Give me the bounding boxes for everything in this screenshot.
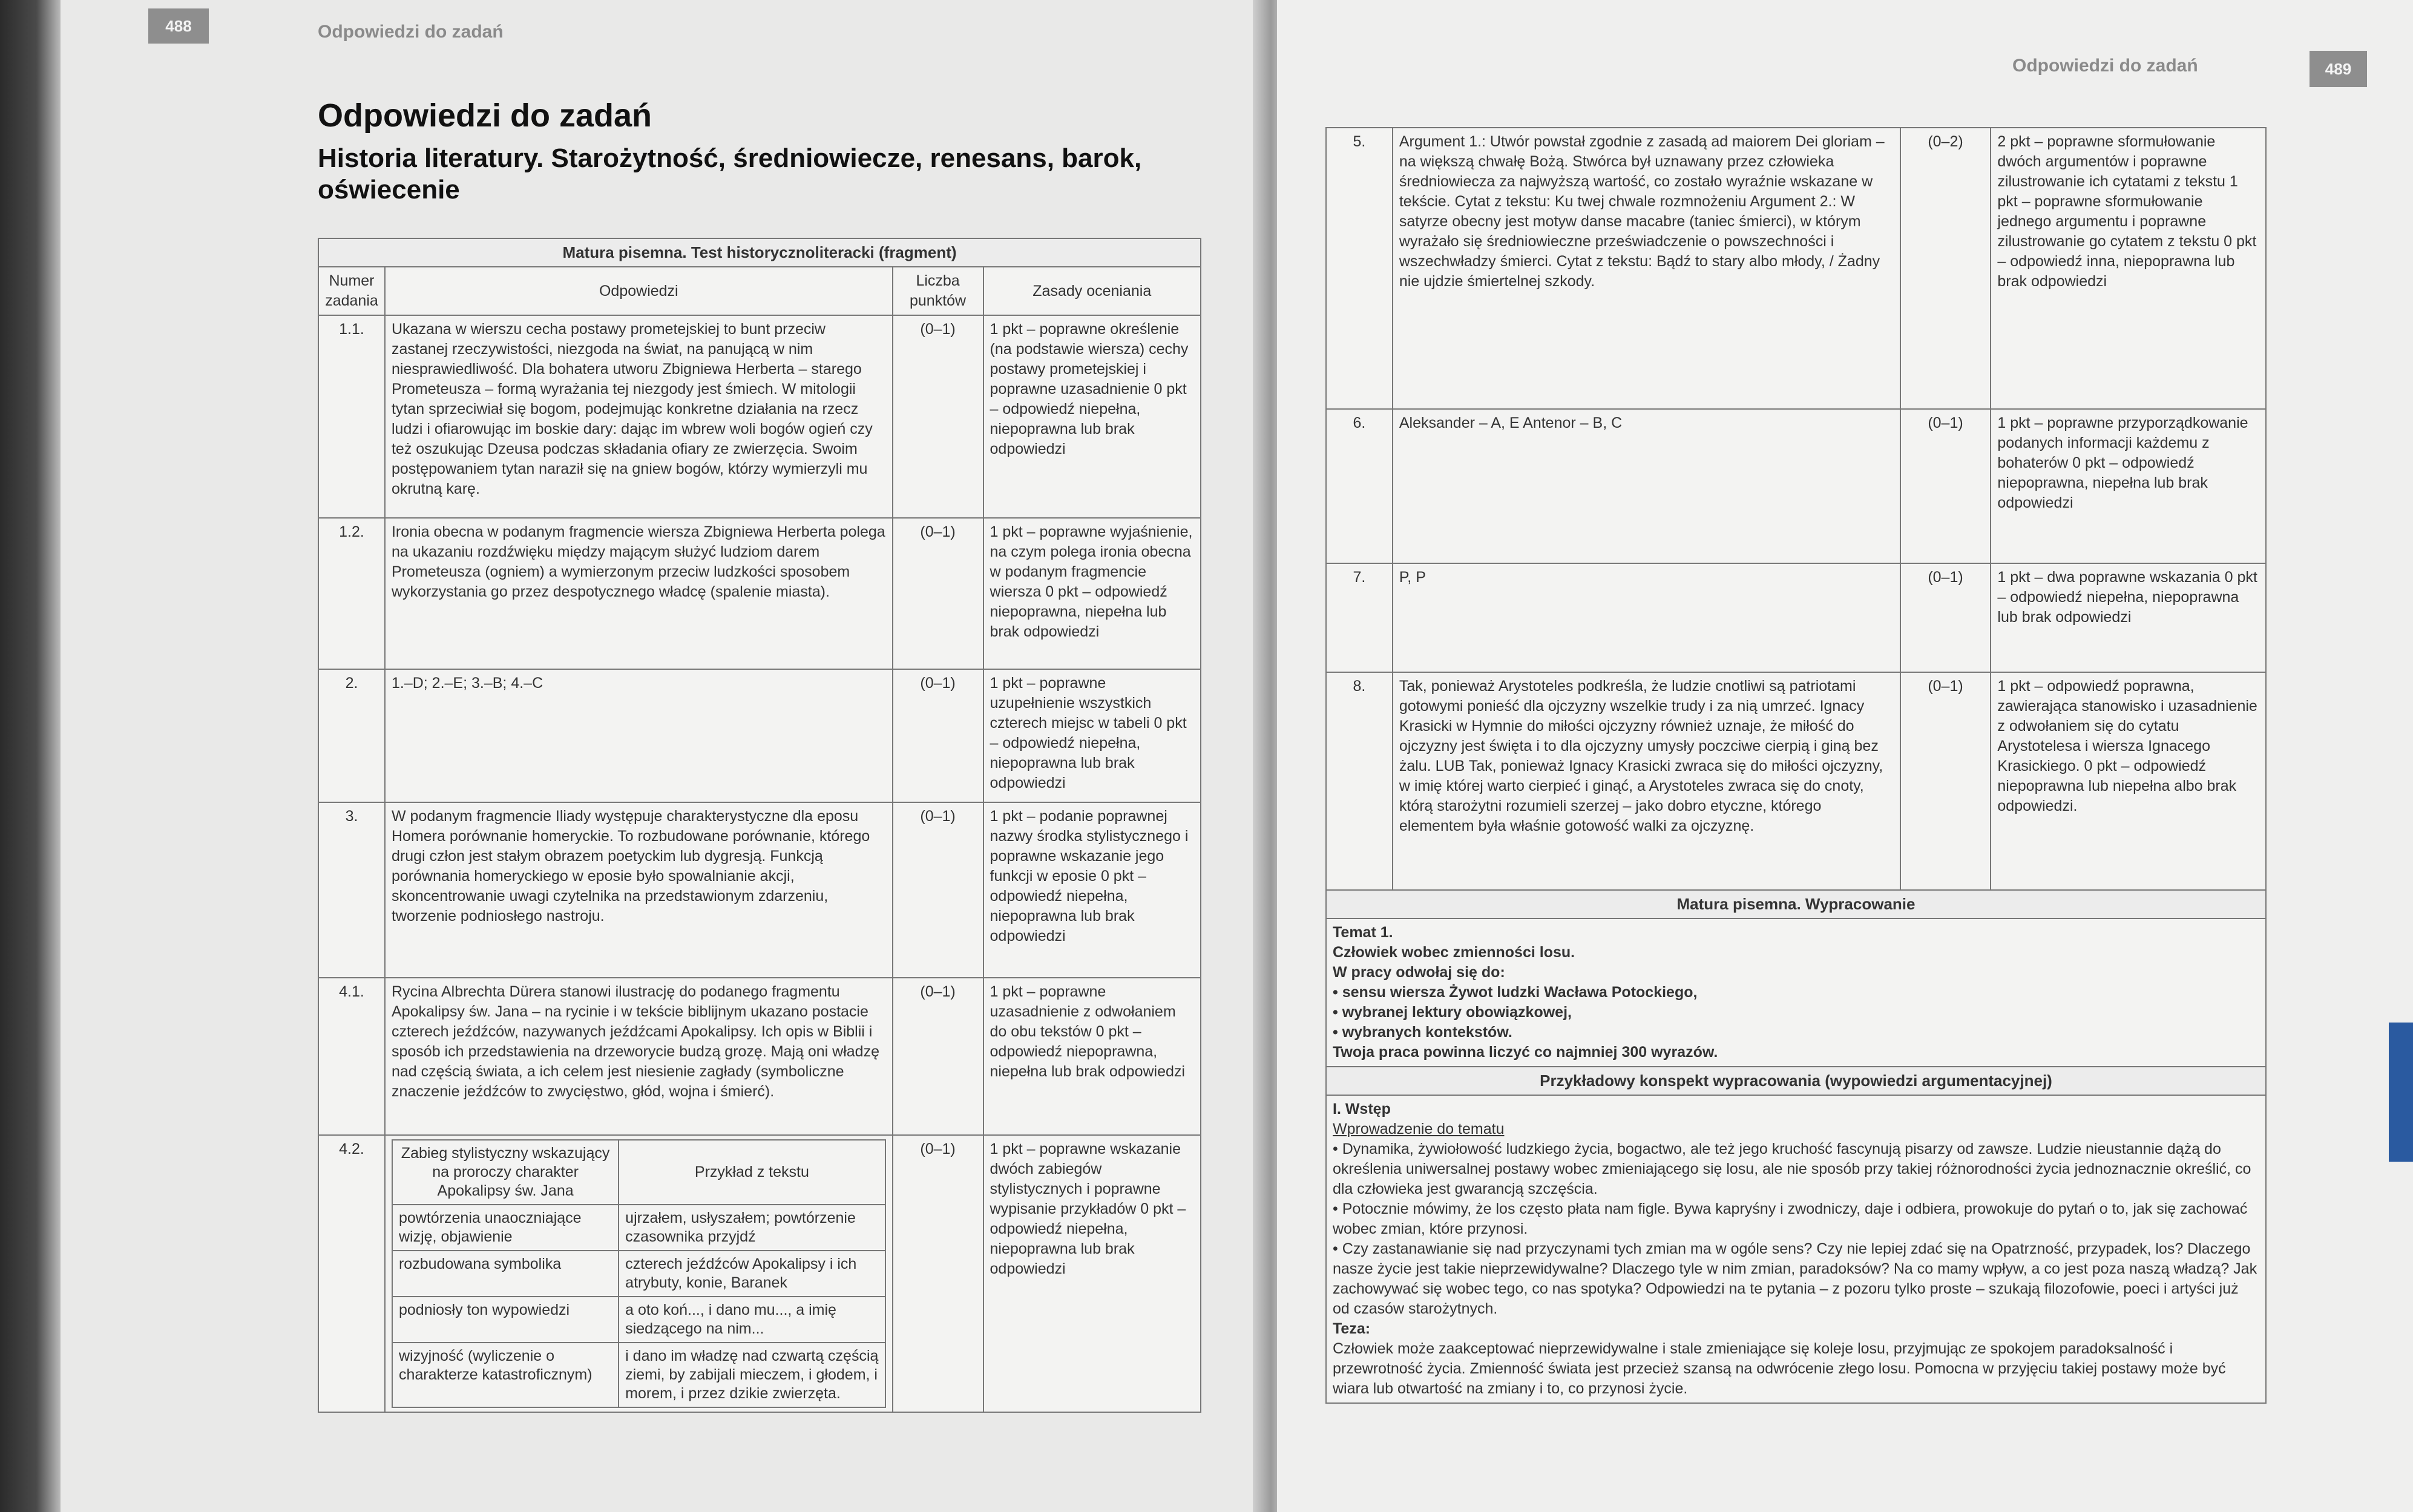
task-number: 1.1. bbox=[318, 315, 385, 518]
inner-device: wizyjność (wyliczenie o charakterze katastroficznym) bbox=[392, 1343, 619, 1407]
table-row bbox=[318, 315, 1201, 518]
task-answer: Ironia obecna w podanym fragmencie wiersza Zbigniewa Herberta polega na ukazaniu rozdźwięku między mającym służyć ludziom darem Prometeusza (ogniem) a wymierzonym przeciw ludzkości sposobem wykorzystania go przez despotycznego władcę (spalenie miasta). bbox=[385, 518, 893, 669]
running-head-right: Odpowiedzi do zadań bbox=[2012, 56, 2198, 76]
topic-line: W pracy odwołaj się do: bbox=[1333, 964, 1505, 981]
inner-row bbox=[392, 1297, 885, 1343]
task-rules: 2 pkt – poprawne sformułowanie dwóch argumentów i poprawne zilustrowanie ich cytatami z tekstu 1 pkt – poprawne sformułowanie jednego argumentu i poprawne zilustrowanie go cytatem z tekstu 0 pkt – odpowiedź inna, niepoprawna lub brak odpowiedzi bbox=[1991, 128, 2266, 409]
topic-line: • wybranej lektury obowiązkowej, bbox=[1333, 1004, 1572, 1021]
task-number: 3. bbox=[318, 802, 385, 978]
outline-line: Wprowadzenie do tematu bbox=[1333, 1121, 1505, 1137]
task-answer-inner bbox=[385, 1135, 893, 1412]
header-points: Liczba punktów bbox=[893, 267, 983, 315]
essay-heading: Matura pisemna. Wypracowanie bbox=[1326, 890, 2266, 918]
task-rules: 1 pkt – dwa poprawne wskazania 0 pkt – odpowiedź niepełna, niepoprawna lub brak odpowiedzi bbox=[1991, 563, 2266, 672]
outline-line: • Potocznie mówimy, że los często płata nam figle. Bywa kapryśny i zwodniczy, daje i odbiera, prowokuje do pytań o to, jak się zachować wobec zmian, które przynosi. bbox=[1333, 1200, 2248, 1237]
task-rules: 1 pkt – poprawne wyjaśnienie, na czym polega ironia obecna w podanym fragmencie wiersza 0 pkt – odpowiedź niepoprawna, niepełna lub brak odpowiedzi bbox=[983, 518, 1201, 669]
table-row bbox=[318, 802, 1201, 978]
task-number: 6. bbox=[1326, 409, 1393, 563]
topic-line: Temat 1. bbox=[1333, 924, 1393, 941]
inner-example: i dano im władzę nad czwartą częścią ziemi, by zabijali mieczem, i głodem, i morem, i przez dzikie zwierzęta. bbox=[619, 1343, 885, 1407]
table-row bbox=[318, 669, 1201, 802]
essay-topic bbox=[1326, 918, 2266, 1067]
task-rules: 1 pkt – poprawne uzasadnienie z odwołaniem do obu tekstów 0 pkt – odpowiedź niepoprawna, niepełna lub brak odpowiedzi bbox=[983, 978, 1201, 1135]
table-row bbox=[318, 518, 1201, 669]
outline-line: • Dynamika, żywiołowość ludzkiego życia, bogactwo, ale też jego kruchość fascynują pisarzy od zawsze. Ludzie nieustannie dążą do określenia uniwersalnej postawy wobec zmieniającego się losu, ale nie sposób przy takiej różnorodności życia jednoznacznie określić, co dla człowieka jest gwarancją szczęścia. bbox=[1333, 1141, 2251, 1197]
page-title: Odpowiedzi do zadań bbox=[318, 97, 652, 134]
outline-line: I. Wstęp bbox=[1333, 1101, 1391, 1118]
task-answer: P, P bbox=[1393, 563, 1900, 672]
task-answer: Aleksander – A, E Antenor – B, C bbox=[1393, 409, 1900, 563]
task-rules: 1 pkt – poprawne wskazanie dwóch zabiegów stylistycznych i poprawne wypisanie przykładów 0 pkt – odpowiedź niepełna, niepoprawna lub brak odpowiedzi bbox=[983, 1135, 1201, 1412]
topic-line: Człowiek wobec zmienności losu. bbox=[1333, 944, 1575, 961]
task-points: (0–1) bbox=[1900, 563, 1991, 672]
task-number: 2. bbox=[318, 669, 385, 802]
table-row bbox=[318, 978, 1201, 1135]
inner-header-example: Przykład z tekstu bbox=[619, 1140, 885, 1205]
task-points: (0–2) bbox=[1900, 128, 1991, 409]
right-page bbox=[1277, 0, 2413, 1512]
inner-device: podniosły ton wypowiedzi bbox=[392, 1297, 619, 1343]
table-row bbox=[1326, 563, 2266, 672]
inner-example: czterech jeźdźców Apokalipsy i ich atrybuty, konie, Baranek bbox=[619, 1251, 885, 1297]
task-points: (0–1) bbox=[1900, 672, 1991, 890]
task-number: 4.1. bbox=[318, 978, 385, 1135]
task-points: (0–1) bbox=[1900, 409, 1991, 563]
table-row bbox=[1326, 672, 2266, 890]
stylistic-devices-table bbox=[392, 1139, 886, 1408]
task-number: 4.2. bbox=[318, 1135, 385, 1412]
topic-line: • wybranych kontekstów. bbox=[1333, 1024, 1512, 1041]
book-edge bbox=[0, 0, 61, 1512]
table-row bbox=[1326, 409, 2266, 563]
task-answer: Argument 1.: Utwór powstał zgodnie z zasadą ad maiorem Dei gloriam – na większą chwałę Bożą. Stwórca był uznawany przez człowieka średniowiecza za najwyższą wartość, co zostało wyraźnie wskazane w tekście. Cytat z tekstu: Ku twej chwale rozmnożeniu Argument 2.: W satyrze obecny jest motyw danse macabre (taniec śmierci), w którym wyrażało się średniowieczne przeświadczenie o powszechności i wszechwładzy śmierci. Cytat z tekstu: Bądź to stary albo młody, / Żadny nie ujdzie śmiertelnej szkody. bbox=[1393, 128, 1900, 409]
task-points: (0–1) bbox=[893, 669, 983, 802]
table-caption: Matura pisemna. Test historycznoliteracki (fragment) bbox=[318, 238, 1201, 267]
task-rules: 1 pkt – podanie poprawnej nazwy środka stylistycznego i poprawne wskazanie jego funkcji w eposie 0 pkt – odpowiedź niepełna, niepoprawna lub brak odpowiedzi bbox=[983, 802, 1201, 978]
task-number: 7. bbox=[1326, 563, 1393, 672]
inner-header-device: Zabieg stylistyczny wskazujący na proroczy charakter Apokalipsy św. Jana bbox=[392, 1140, 619, 1205]
inner-device: rozbudowana symbolika bbox=[392, 1251, 619, 1297]
running-head-left: Odpowiedzi do zadań bbox=[318, 22, 504, 42]
task-rules: 1 pkt – poprawne przyporządkowanie podanych informacji każdemu z bohaterów 0 pkt – odpowiedź niepoprawna, niepełna lub brak odpowiedzi bbox=[1991, 409, 2266, 563]
outline-line: • Czy zastanawianie się nad przyczynami tych zmian ma w ogóle sens? Czy nie lepiej zdać się na Opatrzność, przypadek, los? Dlaczego nasze życie jest takie nieprzewidywalne? Dlaczego tyle w nim zmian, paradoksów? Na co mamy wpływ, a co jest poza naszą władzą? Jak zachowywać się wobec tego, co nas spotyka? Odpowiedzi na te pytania – z pozoru tylko proste – szukają filozofowie, poeci i artyści już od czasów starożytnych. bbox=[1333, 1240, 2257, 1317]
answers-table-left bbox=[318, 238, 1201, 1413]
page-number-left: 488 bbox=[148, 8, 209, 44]
task-points: (0–1) bbox=[893, 802, 983, 978]
page-subtitle: Historia literatury. Starożytność, średniowiecze, renesans, barok, oświecenie bbox=[318, 143, 1142, 205]
task-points: (0–1) bbox=[893, 978, 983, 1135]
inner-example: a oto koń..., i dano mu..., a imię siedzącego na nim... bbox=[619, 1297, 885, 1343]
page-tab-marker bbox=[2389, 1023, 2413, 1162]
task-answer: 1.–D; 2.–E; 3.–B; 4.–C bbox=[385, 669, 893, 802]
topic-line: • sensu wiersza Żywot ludzki Wacława Potockiego, bbox=[1333, 984, 1698, 1001]
outline-line: Człowiek może zaakceptować nieprzewidywalne i stale zmieniające się koleje losu, przyjmując ze spokojem paradoksalność i przewrotność życia. Zmienność świata jest przecież szansą na odwrócenie złego losu. Pomocna w przyjęciu takiej postawy może być wiara lub otwartość na zmiany i to, co przynosi życie. bbox=[1333, 1340, 2226, 1397]
table-row bbox=[1326, 128, 2266, 409]
page-number-right: 489 bbox=[2310, 51, 2367, 87]
header-number: Numer zadania bbox=[318, 267, 385, 315]
topic-line: Twoja praca powinna liczyć co najmniej 300 wyrazów. bbox=[1333, 1044, 1718, 1061]
task-rules: 1 pkt – poprawne określenie (na podstawie wiersza) cechy postawy prometejskiej i poprawne uzasadnienie 0 pkt – odpowiedź niepełna, niepoprawna lub brak odpowiedzi bbox=[983, 315, 1201, 518]
task-number: 8. bbox=[1326, 672, 1393, 890]
table-row bbox=[318, 1135, 1201, 1412]
task-answer: Rycina Albrechta Dürera stanowi ilustrację do podanego fragmentu Apokalipsy św. Jana – na rycinie i w tekście biblijnym ukazano postacie czterech jeźdźców, nazywanych jeźdźcami Apokalipsy. Ich opis w Biblii i sposób ich przedstawienia na drzeworycie budzą grozę. Mają oni władzę nad częścią świata, a ich celem jest niesienie zagłady (symboliczne znaczenie jeźdźców to zwycięstwo, głód, wojna i śmierć). bbox=[385, 978, 893, 1135]
left-page bbox=[61, 0, 1265, 1512]
task-points: (0–1) bbox=[893, 518, 983, 669]
task-number: 5. bbox=[1326, 128, 1393, 409]
task-rules: 1 pkt – poprawne uzupełnienie wszystkich czterech miejsc w tabeli 0 pkt – odpowiedź niepełna, niepoprawna lub brak odpowiedzi bbox=[983, 669, 1201, 802]
task-answer: W podanym fragmencie Iliady występuje charakterystyczne dla eposu Homera porównanie homeryckie. To rozbudowane porównanie, którego drugi człon jest stałym obrazem poetyckim lub dygresją. Funkcją porównania homeryckiego w eposie było spowalnianie akcji, skoncentrowanie uwagi czytelnika na przedstawionym zdarzeniu, tworzenie podniosłego nastroju. bbox=[385, 802, 893, 978]
task-answer: Tak, ponieważ Arystoteles podkreśla, że ludzie cnotliwi są patriotami gotowymi ponieść dla ojczyzny wszelkie trudy i za nią umrzeć. Ignacy Krasicki w Hymnie do miłości ojczyzny również uznaje, że miłość do ojczyzny jest święta i to dla ojczyzny umysły poczciwe cierpią i giną bez żalu. LUB Tak, ponieważ Ignacy Krasicki zwraca się do miłości ojczyzny, w imię której warto cierpieć i ginąć, a Arystoteles zwraca się do cnoty, którą starożytni rozumieli szerzej – jako dobro etyczne, którego elementem była właśnie gotowość walki za ojczyznę. bbox=[1393, 672, 1900, 890]
inner-row bbox=[392, 1205, 885, 1251]
outline-body bbox=[1326, 1095, 2266, 1403]
task-points: (0–1) bbox=[893, 1135, 983, 1412]
outline-line: Teza: bbox=[1333, 1320, 1371, 1337]
inner-example: ujrzałem, usłyszałem; powtórzenie czasownika przyjdź bbox=[619, 1205, 885, 1251]
inner-device: powtórzenia unaoczniające wizję, objawienie bbox=[392, 1205, 619, 1251]
task-points: (0–1) bbox=[893, 315, 983, 518]
task-rules: 1 pkt – odpowiedź poprawna, zawierająca stanowisko i uzasadnienie z odwołaniem się do cytatu Arystotelesa i wiersza Ignacego Krasickiego. 0 pkt – odpowiedź niepoprawna lub niepełna albo brak odpowiedzi. bbox=[1991, 672, 2266, 890]
answers-table-right bbox=[1325, 127, 2267, 1404]
task-number: 1.2. bbox=[318, 518, 385, 669]
task-answer: Ukazana w wierszu cecha postawy prometejskiej to bunt przeciw zastanej rzeczywistości, niezgoda na świat, na panującą w nim niesprawiedliwość. Dla bohatera utworu Zbigniewa Herberta – starego Prometeusza – formą wyrażania tej niezgody jest śmiech. W mitologii tytan sprzeciwiał się bogom, podejmując konkretne działania na rzecz ludzi i ofiarowując im boskie dary: dając im wbrew woli bogów ogień czy też oszukując Dzeusa podczas składania ofiary ze zwierzęcia. Swoim postępowaniem tytan naraził się na gniew bogów, którzy wymierzyli mu okrutną karę. bbox=[385, 315, 893, 518]
inner-row bbox=[392, 1343, 885, 1407]
header-answers: Odpowiedzi bbox=[385, 267, 893, 315]
header-rules: Zasady oceniania bbox=[983, 267, 1201, 315]
inner-row bbox=[392, 1251, 885, 1297]
outline-heading: Przykładowy konspekt wypracowania (wypowiedzi argumentacyjnej) bbox=[1326, 1067, 2266, 1095]
